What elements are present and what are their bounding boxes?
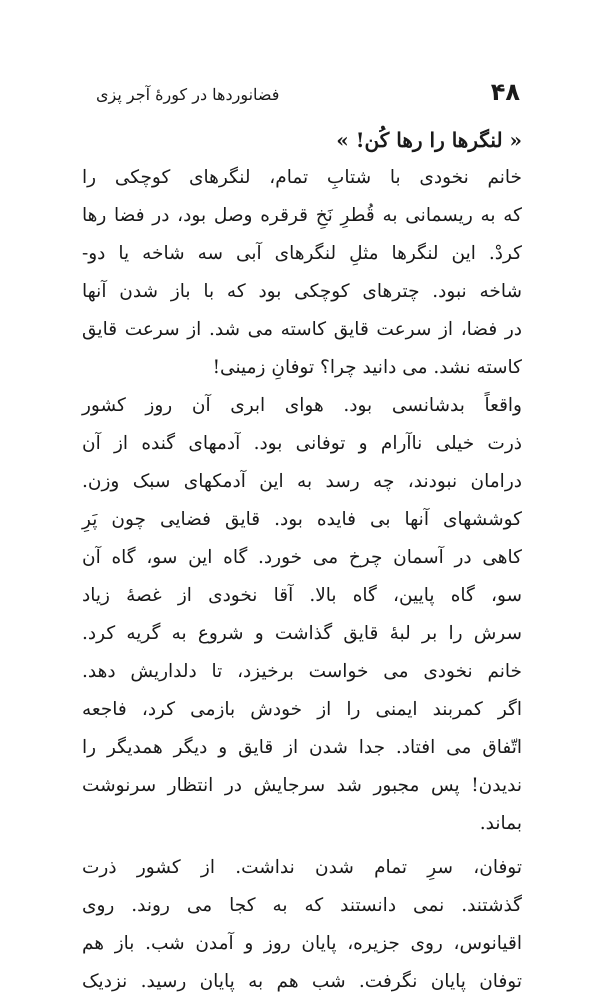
text-line: کردْ. این لنگرها مثلِ لنگرهای آبی سه شاخه یا دو-	[82, 243, 522, 264]
paragraph-3	[82, 849, 522, 1001]
text-line: گذشتند. نمی دانستند که به کجا می روند. روی	[82, 895, 522, 916]
book-title: فضانوردها در کورهٔ آجر پزی	[96, 85, 280, 104]
text-line: اگر کمربند ایمنی را از خودش بازمی کرد، فاجعه	[82, 699, 522, 720]
text-line: کوششهای آنها بی فایده بود. قایق فضایی چون پَرِ	[82, 509, 522, 530]
text-line: اقیانوس، روی جزیره، پایان روز و آمدن شب. باز هم	[82, 933, 522, 954]
paragraph-2	[82, 387, 522, 843]
text-line: توفان، سرِ تمام شدن نداشت. از کشور ذرت	[82, 857, 522, 878]
text-line: واقعاً بدشانسی بود. هوای ابری آن روز کشور	[82, 395, 522, 416]
text-line: درامان نبودند، چه رسد به این آدمکهای سبک وزن.	[82, 471, 522, 492]
text-line: شاخه نبود. چترهای کوچکی بود که با باز شدن آنها	[82, 281, 522, 302]
text-line: توفان پایان نگرفت. شب هم به پایان رسید. نزدیک	[82, 971, 522, 992]
text-line: خانم نخودی با شتابِ تمام، لنگرهای کوچکی را	[82, 167, 522, 188]
text-line: در فضا، از سرعت قایق کاسته می شد. از سرعت قایق	[82, 319, 522, 340]
text-line: خانم نخودی می خواست برخیزد، تا دلداریش دهد.	[82, 661, 522, 682]
text-line: سرش را بر لبهٔ قایق گذاشت و شروع به گریه کرد.	[82, 623, 522, 644]
running-header	[96, 78, 520, 108]
page-body	[82, 121, 522, 1001]
text-line: کاسته نشد. می دانید چرا؟ توفانِ زمینی!	[212, 357, 522, 378]
text-line: ندیدن! پس مجبور شد سرجایش در انتظار سرنوشت	[82, 775, 522, 796]
text-line: سو، گاه پایین، گاه بالا. آقا نخودی از غصهٔ زیاد	[82, 585, 522, 606]
paragraph-1	[82, 159, 522, 387]
text-line: که به ریسمانی به قُطرِ نَخِ قرقره وصل بود، در فضا رها	[82, 205, 522, 226]
page-number: ۴۸	[490, 78, 520, 106]
text-line: ذرت خیلی ناآرام و توفانی بود. آدمهای گنده از آن	[82, 433, 522, 454]
text-line: کاهی در آسمان چرخ می خورد. گاه این سو، گاه آن	[82, 547, 522, 568]
section-title: « لنگرها را رها کُن! »	[336, 128, 522, 152]
text-line: اتّفاق می افتاد. جدا شدن از قایق و دیگر همدیگر را	[82, 737, 522, 758]
text-line: بماند.	[479, 813, 522, 834]
